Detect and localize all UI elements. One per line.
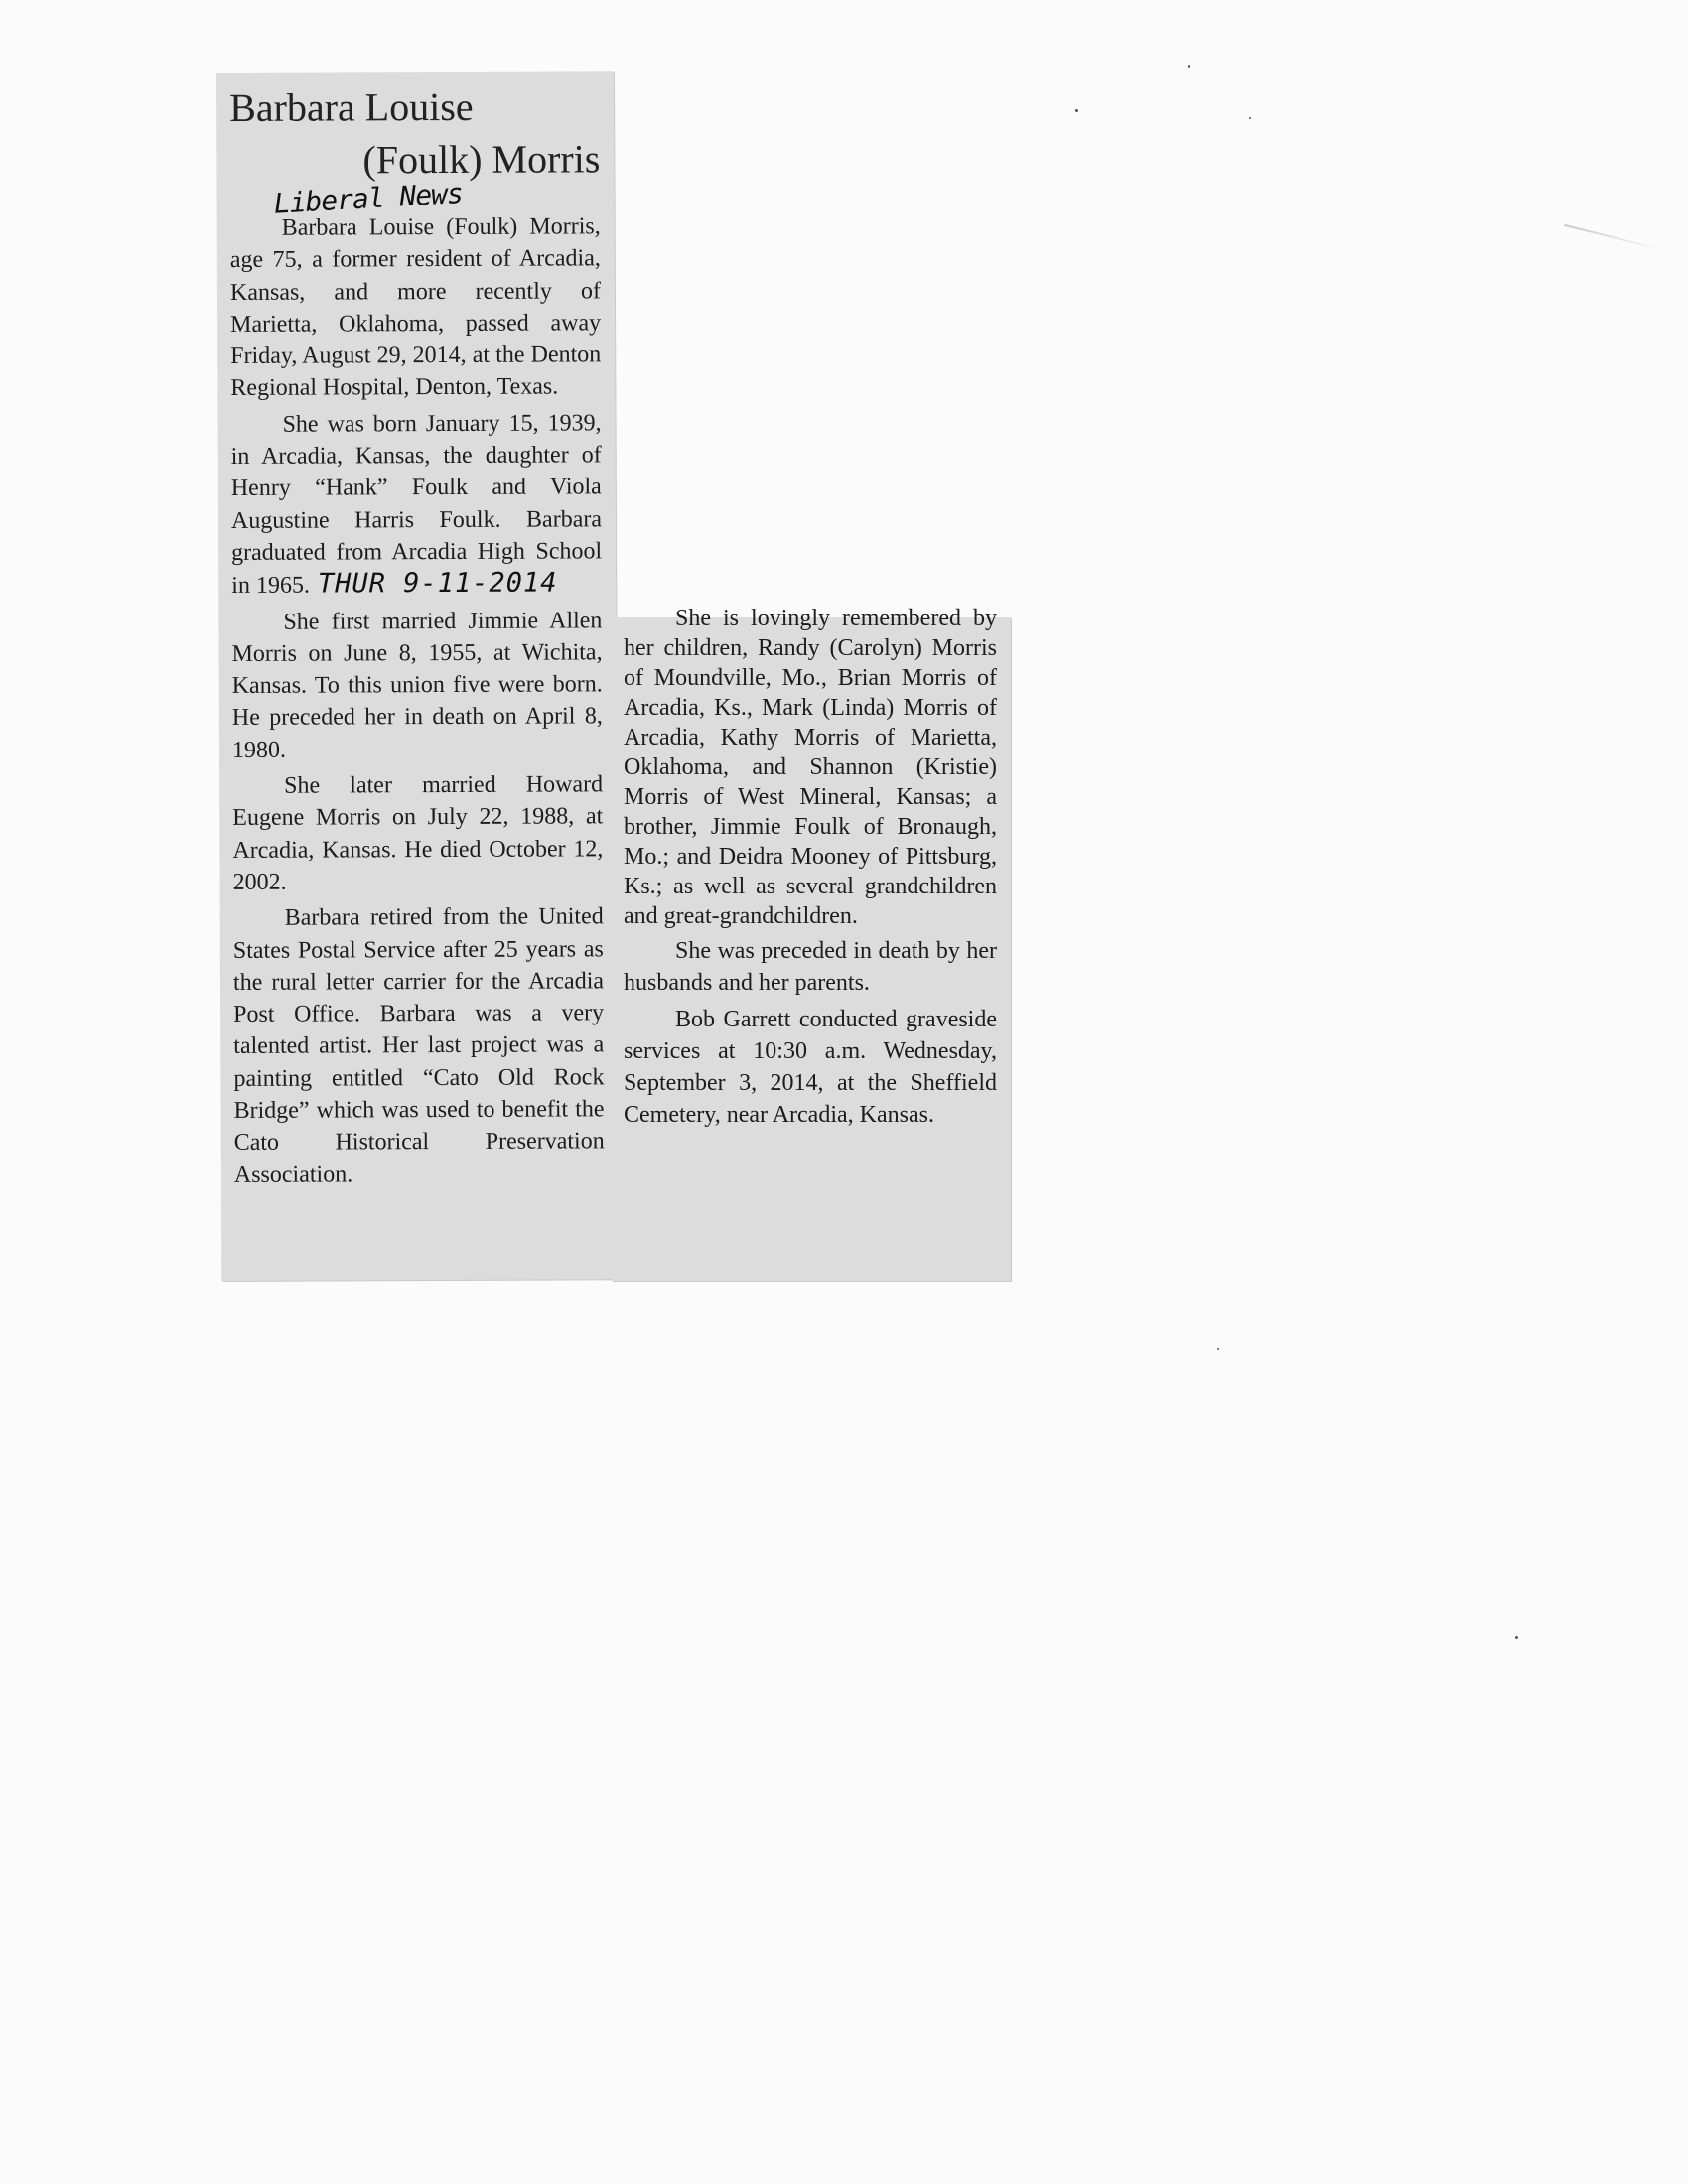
source-note-row bbox=[229, 176, 600, 220]
scan-speck bbox=[1515, 1636, 1518, 1639]
paragraph-birth bbox=[230, 407, 602, 602]
headline-line-1: Barbara Louise bbox=[229, 83, 474, 130]
scan-speck bbox=[1217, 1348, 1219, 1350]
handwritten-date-note: THUR 9-11-2014 bbox=[317, 567, 558, 600]
obituary-headline bbox=[229, 79, 600, 187]
headline-line-2: (Foulk) Morris bbox=[362, 136, 601, 183]
handwritten-source-note: Liberal News bbox=[272, 176, 464, 220]
scan-speck bbox=[1188, 65, 1190, 68]
paragraph-birth-text: She was born January 15, 1939, in Arcadia, Kansas, the daughter of Henry “Hank” Foulk and Viola Augustine Harris Foulk. Barbara graduated from Arcadia High School in 1965. bbox=[230, 410, 603, 600]
clipping-right-column bbox=[612, 606, 1011, 1281]
paragraph-preceded: She was preceded in death by her husbands and her parents. bbox=[624, 938, 997, 997]
paragraph-services: Bob Garrett conducted graveside services at 10:30 a.m. Wednesday, September 3, 2014, at the Sheffield Cemetery, near Arcadia, Kansas. bbox=[624, 1006, 997, 1129]
clipping-left-column bbox=[216, 71, 619, 1281]
paragraph-career: Barbara retired from the United States Postal Service after 25 years as the rural letter carrier for the Arcadia Post Office. Barbara was a very talented artist. Her last project was a painting entitled “Cato Old Rock Bridge” which was used to benefit the Cato Historical Preservation Association. bbox=[232, 903, 605, 1188]
scan-streak bbox=[1564, 224, 1661, 250]
paragraph-first-marriage: She first married Jimmie Allen Morris on June 8, 1955, at Wichita, Kansas. To this union five were born. He preceded her in death on April 8, 1980. bbox=[231, 607, 603, 763]
scan-speck bbox=[1249, 117, 1251, 119]
scan-speck bbox=[1075, 109, 1078, 112]
paragraph-second-marriage: She later married Howard Eugene Morris on July 22, 1988, at Arcadia, Kansas. He died October 12, 2002. bbox=[232, 771, 604, 895]
paragraph-survivors: She is lovingly remembered by her children, Randy (Carolyn) Morris of Moundville, Mo., Brian Morris of Arcadia, Ks., Mark (Linda) Morris of Arcadia, Kathy Morris of Marietta, Oklahoma, and Shannon (Kristie) Morris of West Mineral, Kansas; a brother, Jimmie Foulk of Bronaugh, Mo.; and Deidra Mooney of Pittsburg, Ks.; as well as several grandchildren and great-grandchildren. bbox=[624, 606, 997, 929]
paragraph-death-notice: Barbara Louise (Foulk) Morris, age 75, a former resident of Arcadia, Kansas, and more recently of Marietta, Oklahoma, passed away Friday, August 29, 2014, at the Denton Regional Hospital, Denton, Texas. bbox=[229, 213, 602, 402]
